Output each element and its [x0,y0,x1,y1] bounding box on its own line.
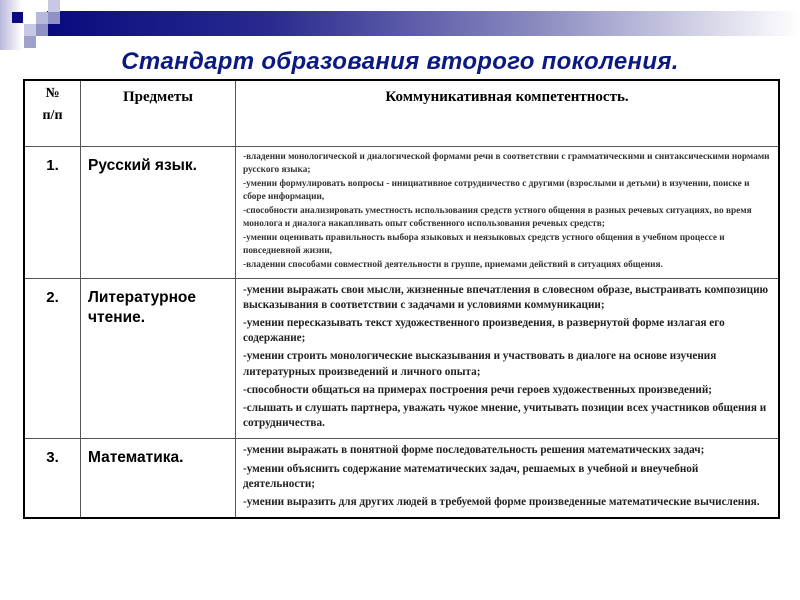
table-header-row [24,80,779,147]
row-subject: Математика. [81,439,236,518]
row-subject: Русский язык. [81,147,236,279]
competence-item: -умении выражать в понятной форме последовательность решения математических задач; [243,444,705,457]
header-number-abbrev: п/п [42,108,63,123]
header-subjects: Предметы [81,80,236,147]
competence-item: -умении формулировать вопросы - инициативное сотрудничество с другими (взрослыми и детьми) в изучении, поиске и сборе информации, [243,179,750,202]
row-competence-list [236,439,780,518]
competence-item: -умении выразить для других людей в требуемой форме произведенные математические вычисления. [243,495,760,508]
table-row [24,439,779,518]
competence-item: -владении монологической и диалогической формами речи в соответствии с грамматическими и синтаксическими нормами русского языка; [243,152,770,175]
competence-item: -умении объяснить содержание математических задач, решаемых в учебной и внеучебной деятельности; [243,462,699,490]
row-number: 3. [24,439,81,518]
row-number: 2. [24,278,81,439]
row-competence-list [236,278,780,439]
row-subject: Литературное чтение. [81,278,236,439]
competence-item: -умении пересказывать текст художественного произведения, в развернутой форме излагая его содержание; [243,316,725,345]
header-number-symbol: № [45,86,60,101]
competence-item: -умении строить монологические высказывания и участвовать в диалоге на основе изучения литературных произведений и личного опыта; [243,350,717,378]
slide-title: Стандарт образования второго поколения. [121,48,679,75]
competence-item: -способности анализировать уместность использования средств устного общения в разных речевых ситуациях, во время монолога и диалога накапливать опыт собственного использования речевых средств; [243,206,752,229]
row-number: 1. [24,147,81,279]
row-competence-list [236,147,780,279]
competence-item: -способности общаться на примерах построения речи героев художественных произведений; [243,383,713,396]
header-gradient-band [47,11,800,36]
competence-item: -владении способами совместной деятельности в группе, приемами действий в ситуациях общения. [243,260,663,270]
header-competence: Коммуникативная компетентность. [236,80,780,147]
competence-item: -слышать и слушать партнера, уважать чужое мнение, учитывать позиции всех участников общения и сотрудничества. [243,401,767,430]
table-row [24,147,779,279]
table-row [24,278,779,439]
standards-table [23,79,780,519]
competence-item: -умении оценивать правильность выбора языковых и неязыковых средств устного общения в учебном процессе и повседневной жизни, [243,233,725,256]
competence-item: -умении выражать свои мысли, жизненные впечатления в словесном образе, выстраивать композицию высказывания в соответствии с задачами и условиями коммуникации; [243,283,769,311]
header-number [24,80,81,147]
